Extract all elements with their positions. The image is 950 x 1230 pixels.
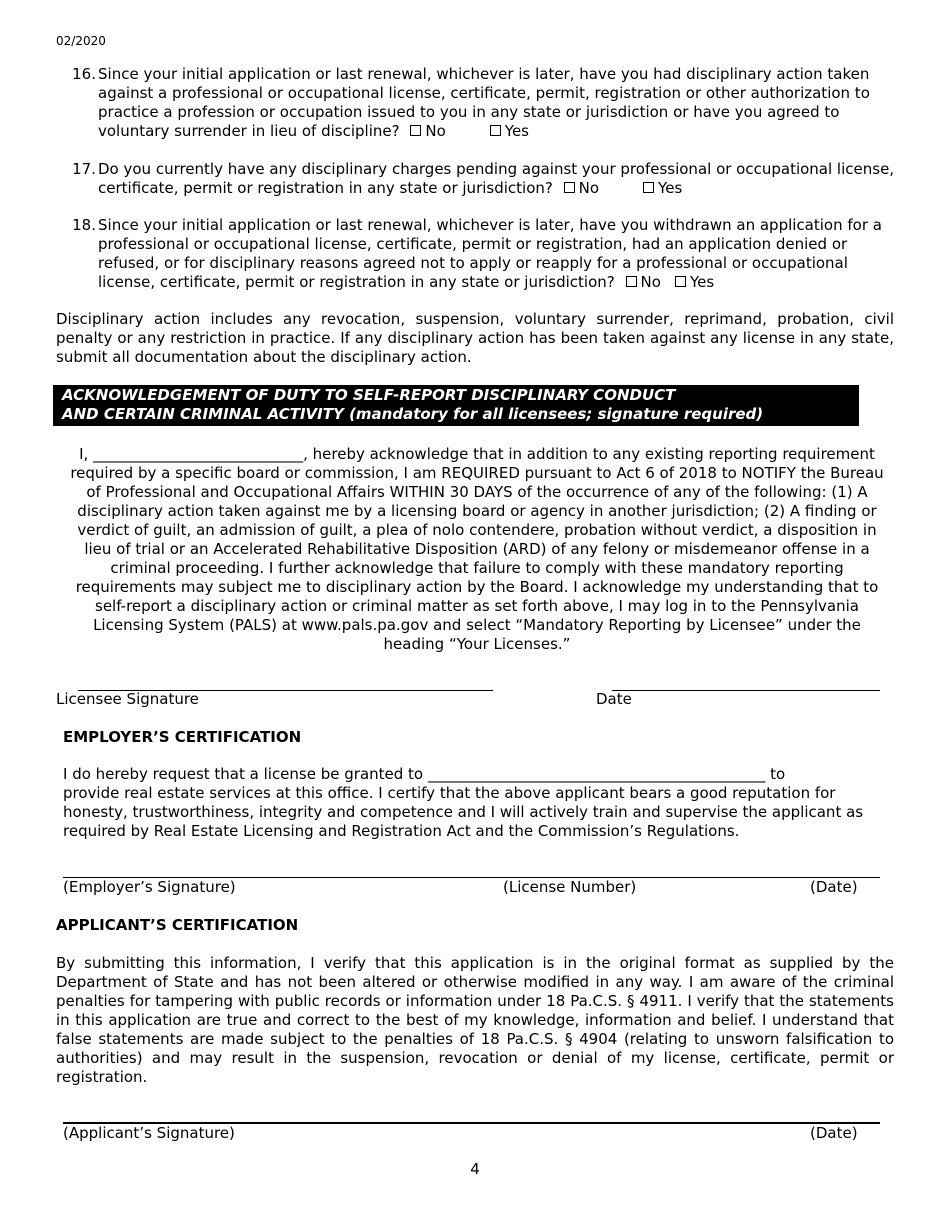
licensee-date-line[interactable] xyxy=(612,690,880,691)
yes-label: Yes xyxy=(658,179,683,197)
employer-text-rest: provide real estate services at this office. I certify that the above applicant bears a good reputation for honesty, trustworthiness, integrity and competence and I will actively train and supervise the applicant as required by Real Estate Licensing and Registration Act and the Commission’s Regulations. xyxy=(63,784,864,840)
form-revision-date: 02/2020 xyxy=(56,34,106,48)
disciplinary-note: Disciplinary action includes any revocation, suspension, voluntary surrender, reprimand, probation, civil penalty or any restriction in practice. If any disciplinary action has been taken against any license in any state, submit all documentation about the disciplinary action. xyxy=(56,310,894,366)
employer-date-label: (Date) xyxy=(810,878,858,896)
applicant-certification-heading: APPLICANT’S CERTIFICATION xyxy=(56,916,299,934)
employer-text-to: to xyxy=(770,765,786,783)
licensee-signature-label: Licensee Signature xyxy=(56,690,199,708)
employer-signature-label: (Employer’s Signature) xyxy=(63,878,236,896)
question-text: Since your initial application or last renewal, whichever is later, have you withdrawn an application for a professional or occupational license, certificate, permit or registration, had an application denied or refused, or for disciplinary reasons agreed not to apply or reapply for a professional or occupational license, certificate, permit or registration in any state or jurisdiction? xyxy=(98,216,882,291)
licensee-name-blank[interactable]: ____________________________ xyxy=(93,445,304,463)
checkbox-no[interactable] xyxy=(564,182,575,193)
applicant-certification-text: By submitting this information, I verify that this application is in the original format as supplied by the Department of State and has not been altered or otherwise modified in any way. I am aware of the criminal penalties for tampering with public records or information under 18 Pa.C.S. § 4911. I verify that the statements in this application are true and correct to the best of my knowledge, information and belief. I understand that false statements are made subject to the penalties of 18 Pa.C.S. § 4904 (relating to unsworn falsification to authorities) and may result in the suspension, revocation or denial of my license, certificate, permit or registration. xyxy=(56,954,894,1086)
checkbox-yes[interactable] xyxy=(490,125,501,136)
licensee-date-label: Date xyxy=(596,690,632,708)
answer-yes-option[interactable] xyxy=(669,273,714,291)
checkbox-yes[interactable] xyxy=(675,276,686,287)
question-number: 17. xyxy=(72,160,96,178)
employer-certification-heading: EMPLOYER’S CERTIFICATION xyxy=(63,728,302,746)
acknowledgement-banner xyxy=(53,385,859,426)
answer-no-option[interactable] xyxy=(620,273,661,291)
employer-certification-text xyxy=(63,765,893,841)
answer-yes-option[interactable] xyxy=(484,122,529,140)
question-18 xyxy=(66,216,896,292)
applicant-signature-label: (Applicant’s Signature) xyxy=(63,1124,235,1142)
question-text: Do you currently have any disciplinary charges pending against your professional or occupational license, certificate, permit or registration in any state or jurisdiction? xyxy=(98,160,895,197)
no-label: No xyxy=(640,273,661,291)
question-number: 18. xyxy=(72,216,96,234)
question-text: Since your initial application or last renewal, whichever is later, have you had disciplinary action taken against a professional or occupational license, certificate, permit, registration or other authorization to practice a profession or occupation issued to you in any state or jurisdiction or have you agreed to voluntary surrender in lieu of discipline? xyxy=(98,65,870,140)
applicant-name-blank[interactable]: _____________________________________________ xyxy=(427,765,766,783)
employer-text-start: I do hereby request that a license be granted to xyxy=(63,765,424,783)
checkbox-no[interactable] xyxy=(626,276,637,287)
question-number: 16. xyxy=(72,65,96,83)
answer-no-option[interactable] xyxy=(558,179,599,197)
checkbox-yes[interactable] xyxy=(643,182,654,193)
no-label: No xyxy=(578,179,600,197)
applicant-date-label: (Date) xyxy=(810,1124,858,1142)
license-number-label: (License Number) xyxy=(503,878,637,896)
yes-label: Yes xyxy=(504,122,529,140)
checkbox-no[interactable] xyxy=(410,125,421,136)
answer-yes-option[interactable] xyxy=(637,179,682,197)
acknowledgement-body: , hereby acknowledge that in addition to any existing reporting requirement required by a specific board or commission, I am REQUIRED pursuant to Act 6 of 2018 to NOTIFY the Bureau of Professional and Occupational Affairs WITHIN 30 DAYS of the occurrence of any of the following: (1) A disciplinary action taken against me by a licensing board or agency in another jurisdiction; (2) A finding or verdict of guilt, an admission of guilt, a plea of nolo contendere, probation without verdict, a disposition in lieu of trial or an Accelerated Rehabilitative Disposition (ARD) of any felony or misdemeanor offense in a criminal proceeding. I further acknowledge that failure to comply with these mandatory reporting requirements may subject me to disciplinary action by the Board. I acknowledge my understanding that to self-report a disciplinary action or criminal matter as set forth above, I may log in to the Pennsylvania Licensing System (PALS) at www.pals.pa.gov and select “Mandatory Reporting by Licensee” under the heading “Your Licenses.” xyxy=(70,445,884,653)
page-number: 4 xyxy=(470,1160,480,1178)
acknowledgement-prefix: I, xyxy=(79,445,89,463)
acknowledgement-text xyxy=(62,445,892,654)
question-16 xyxy=(66,65,896,141)
answer-no-option[interactable] xyxy=(404,122,445,140)
question-17 xyxy=(66,160,896,198)
no-label: No xyxy=(425,122,446,140)
banner-title-line-2: AND CERTAIN CRIMINAL ACTIVITY (mandatory for all licensees; signature required) xyxy=(62,405,764,423)
banner-title-line-1: ACKNOWLEDGEMENT OF DUTY TO SELF-REPORT DISCIPLINARY CONDUCT xyxy=(62,386,676,404)
yes-label: Yes xyxy=(689,273,715,291)
